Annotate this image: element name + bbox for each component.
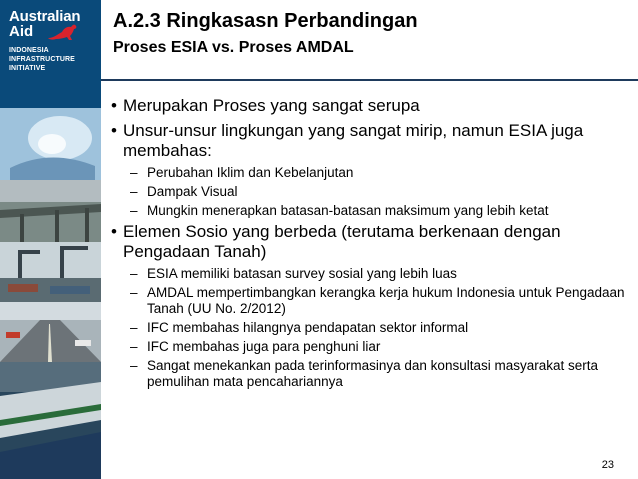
bullet-3-sub-3: – IFC membahas hilangnya pendapatan sektor informal xyxy=(111,320,631,336)
sidebar xyxy=(0,0,101,479)
slide-subtitle: Proses ESIA vs. Proses AMDAL xyxy=(113,39,354,56)
bullet-3: • Elemen Sosio yang berbeda (terutama berkenaan dengan Pengadaan Tanah) xyxy=(111,222,631,262)
bullet-3-sub-4: – IFC membahas juga para penghuni liar xyxy=(111,339,631,355)
slide-body xyxy=(111,96,631,393)
slide-title: A.2.3 Ringkasasn Perbandingan xyxy=(113,10,418,32)
port-cranes-photo xyxy=(0,242,101,302)
bullet-3-sub-2: – AMDAL mempertimbangkan kerangka kerja hukum Indonesia untuk Pengadaan Tanah (UU No. 2/2012) xyxy=(111,285,631,317)
title-divider xyxy=(101,79,638,81)
bullet-2-sub-1: – Perubahan Iklim dan Kebelanjutan xyxy=(111,165,631,181)
kangaroo-icon xyxy=(46,22,80,42)
bullet-2-sub-3: – Mungkin menerapkan batasan-batasan maksimum yang lebih ketat xyxy=(111,203,631,219)
bullet-2: • Unsur-unsur lingkungan yang sangat mirip, namun ESIA juga membahas: xyxy=(111,121,631,161)
infrastructure-photo-collage xyxy=(0,108,101,479)
bullet-3-sub-1: – ESIA memiliki batasan survey sosial yang lebih luas xyxy=(111,266,631,282)
bridge-photo xyxy=(0,180,101,242)
slide-header xyxy=(113,8,633,58)
train-photo xyxy=(0,362,101,479)
logo-sub-line1: INDONESIA xyxy=(9,47,49,54)
highway-photo xyxy=(0,302,101,362)
bullet-1: • Merupakan Proses yang sangat serupa xyxy=(111,96,631,116)
bullet-3-sub-5: – Sangat menekankan pada terinformasinya dan konsultasi masyarakat serta pemulihan mata pencahariannya xyxy=(111,358,631,390)
australian-aid-logo xyxy=(0,0,101,108)
slide-number: 23 xyxy=(601,459,614,471)
logo-sub-line3: INITIATIVE xyxy=(9,65,46,72)
logo-line1: Australian xyxy=(9,8,81,25)
logo-sub-line2: INFRASTRUCTURE xyxy=(9,56,75,63)
logo-line2: Aid xyxy=(9,23,34,40)
bullet-2-sub-2: – Dampak Visual xyxy=(111,184,631,200)
water-splash-photo xyxy=(0,108,101,180)
